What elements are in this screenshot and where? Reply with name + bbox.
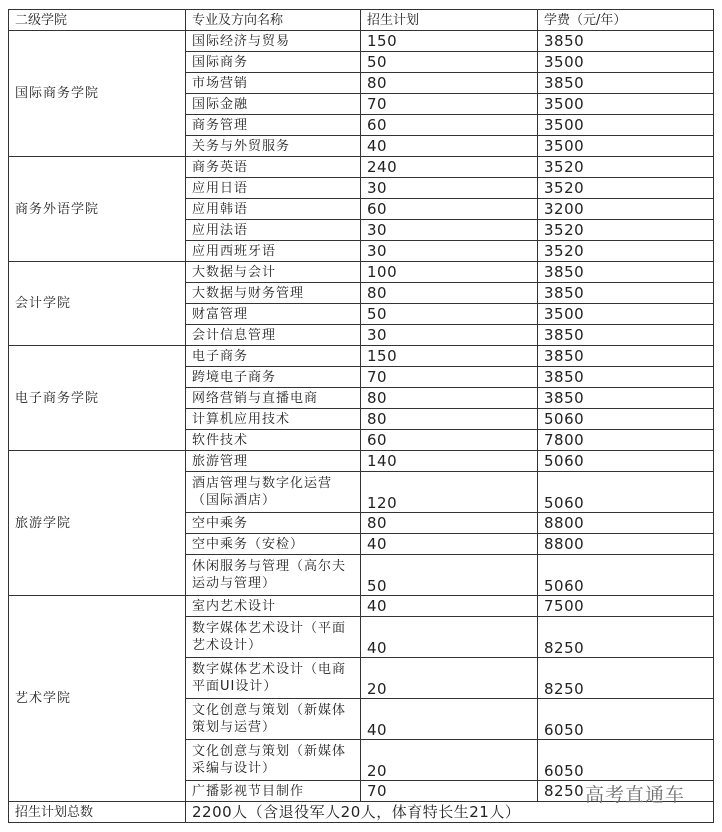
college-name: 商务外语学院 <box>9 157 186 262</box>
enrollment-plan: 240 <box>361 157 538 178</box>
college-name: 会计学院 <box>9 262 186 346</box>
enrollment-plan: 60 <box>361 430 538 451</box>
enrollment-plan: 80 <box>361 283 538 304</box>
enrollment-plan: 50 <box>361 555 538 596</box>
tuition-fee: 5060 <box>538 451 714 472</box>
major-name: 会计信息管理 <box>186 325 361 346</box>
major-name: 商务管理 <box>186 115 361 136</box>
table-row <box>9 451 714 472</box>
tuition-fee: 3500 <box>538 52 714 73</box>
enrollment-plan: 150 <box>361 346 538 367</box>
enrollment-plan: 70 <box>361 367 538 388</box>
header-college: 二级学院 <box>9 10 186 31</box>
tuition-fee: 3500 <box>538 136 714 157</box>
major-name: 广播影视节目制作 <box>186 781 361 802</box>
tuition-fee: 3850 <box>538 367 714 388</box>
enrollment-plan: 60 <box>361 115 538 136</box>
enrollment-plan: 30 <box>361 178 538 199</box>
enrollment-plan: 150 <box>361 31 538 52</box>
tuition-fee: 3520 <box>538 241 714 262</box>
enrollment-plan: 40 <box>361 534 538 555</box>
total-value: 2200人（含退役军人20人，体育特长生21人） <box>186 802 714 823</box>
enrollment-plan: 70 <box>361 94 538 115</box>
enrollment-plan: 120 <box>361 472 538 513</box>
major-name: 应用韩语 <box>186 199 361 220</box>
enrollment-plan: 50 <box>361 304 538 325</box>
major-name: 电子商务 <box>186 346 361 367</box>
tuition-fee: 3850 <box>538 73 714 94</box>
tuition-fee: 3200 <box>538 199 714 220</box>
enrollment-plan: 50 <box>361 52 538 73</box>
tuition-fee: 3500 <box>538 115 714 136</box>
enrollment-plan: 40 <box>361 136 538 157</box>
tuition-fee: 3850 <box>538 283 714 304</box>
tuition-fee: 8800 <box>538 534 714 555</box>
tuition-fee: 5060 <box>538 409 714 430</box>
tuition-fee: 3500 <box>538 304 714 325</box>
major-name: 空中乘务 <box>186 513 361 534</box>
tuition-fee: 6050 <box>538 740 714 781</box>
tuition-fee: 5060 <box>538 472 714 513</box>
major-name: 国际商务 <box>186 52 361 73</box>
tuition-fee: 8250 <box>538 617 714 658</box>
college-name: 艺术学院 <box>9 596 186 802</box>
enrollment-plan: 40 <box>361 596 538 617</box>
enrollment-plan: 80 <box>361 73 538 94</box>
header-major: 专业及方向名称 <box>186 10 361 31</box>
enrollment-plan: 80 <box>361 409 538 430</box>
major-name: 软件技术 <box>186 430 361 451</box>
tuition-fee: 7500 <box>538 596 714 617</box>
major-name: 财富管理 <box>186 304 361 325</box>
table-row <box>9 262 714 283</box>
major-name: 文化创意与策划（新媒体策划与运营） <box>186 699 361 740</box>
major-name: 跨境电子商务 <box>186 367 361 388</box>
tuition-fee: 8250 <box>538 781 714 802</box>
enrollment-plan: 40 <box>361 617 538 658</box>
tuition-fee: 8250 <box>538 658 714 699</box>
major-name: 文化创意与策划（新媒体采编与设计） <box>186 740 361 781</box>
major-name: 国际金融 <box>186 94 361 115</box>
enrollment-table <box>8 9 714 823</box>
header-fee: 学费（元/年） <box>538 10 714 31</box>
watermark-text: 高考直通车 <box>585 784 686 806</box>
enrollment-plan: 30 <box>361 220 538 241</box>
major-name: 休闲服务与管理（高尔夫运动与管理） <box>186 555 361 596</box>
tuition-fee: 3850 <box>538 262 714 283</box>
tuition-fee: 8800 <box>538 513 714 534</box>
enrollment-plan: 80 <box>361 388 538 409</box>
table-row <box>9 157 714 178</box>
major-name: 商务英语 <box>186 157 361 178</box>
header-plan: 招生计划 <box>361 10 538 31</box>
tuition-fee: 3850 <box>538 388 714 409</box>
enrollment-plan: 20 <box>361 658 538 699</box>
tuition-fee: 3850 <box>538 325 714 346</box>
college-name: 电子商务学院 <box>9 346 186 451</box>
major-name: 关务与外贸服务 <box>186 136 361 157</box>
table-row <box>9 596 714 617</box>
enrollment-plan: 100 <box>361 262 538 283</box>
tuition-fee: 3520 <box>538 157 714 178</box>
table-body <box>9 31 714 802</box>
major-name: 计算机应用技术 <box>186 409 361 430</box>
major-name: 应用日语 <box>186 178 361 199</box>
major-name: 国际经济与贸易 <box>186 31 361 52</box>
table-row <box>9 31 714 52</box>
tuition-fee: 6050 <box>538 699 714 740</box>
major-name: 旅游管理 <box>186 451 361 472</box>
enrollment-plan: 70 <box>361 781 538 802</box>
enrollment-plan: 60 <box>361 199 538 220</box>
total-label: 招生计划总数 <box>9 802 186 823</box>
college-name: 旅游学院 <box>9 451 186 596</box>
tuition-fee: 5060 <box>538 555 714 596</box>
tuition-fee: 7800 <box>538 430 714 451</box>
tuition-fee: 3520 <box>538 220 714 241</box>
enrollment-plan: 30 <box>361 241 538 262</box>
major-name: 大数据与财务管理 <box>186 283 361 304</box>
major-name: 应用西班牙语 <box>186 241 361 262</box>
major-name: 市场营销 <box>186 73 361 94</box>
table-row <box>9 346 714 367</box>
tuition-fee: 3520 <box>538 178 714 199</box>
enrollment-plan: 20 <box>361 740 538 781</box>
tuition-fee: 3850 <box>538 346 714 367</box>
major-name: 空中乘务（安检） <box>186 534 361 555</box>
major-name: 酒店管理与数字化运营（国际酒店） <box>186 472 361 513</box>
enrollment-plan: 140 <box>361 451 538 472</box>
tuition-fee: 3500 <box>538 94 714 115</box>
major-name: 大数据与会计 <box>186 262 361 283</box>
major-name: 室内艺术设计 <box>186 596 361 617</box>
college-name: 国际商务学院 <box>9 31 186 157</box>
header-row <box>9 10 714 31</box>
enrollment-plan: 30 <box>361 325 538 346</box>
major-name: 数字媒体艺术设计（平面艺术设计） <box>186 617 361 658</box>
major-name: 应用法语 <box>186 220 361 241</box>
enrollment-plan: 40 <box>361 699 538 740</box>
major-name: 网络营销与直播电商 <box>186 388 361 409</box>
enrollment-plan: 80 <box>361 513 538 534</box>
tuition-fee: 3850 <box>538 31 714 52</box>
major-name: 数字媒体艺术设计（电商平面UI设计） <box>186 658 361 699</box>
